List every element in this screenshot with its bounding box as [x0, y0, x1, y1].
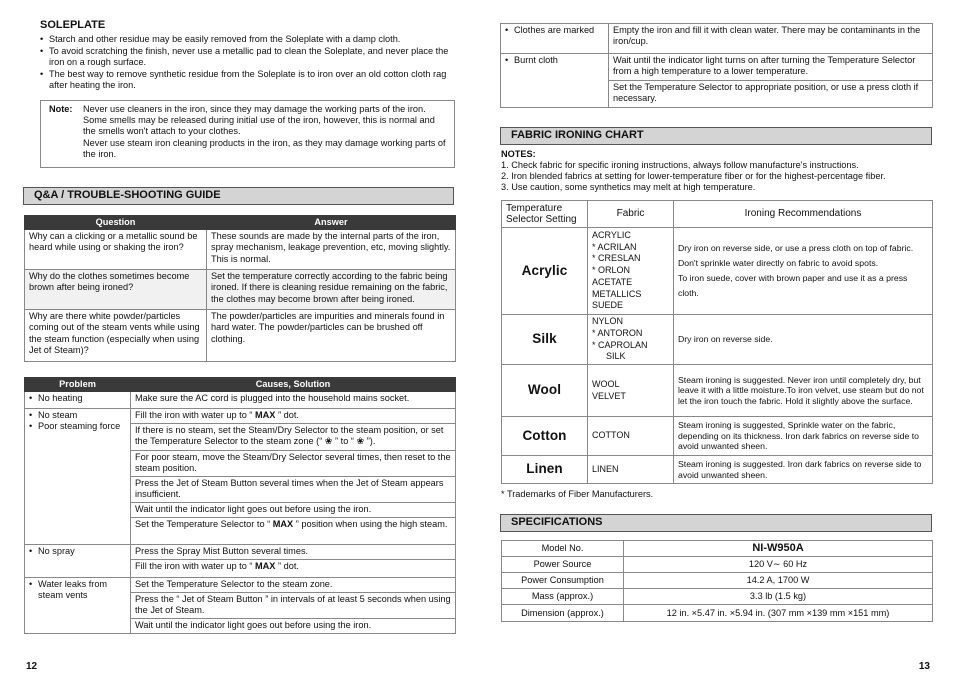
problem-no-steam: • No steam [29, 410, 126, 421]
trademark-note: * Trademarks of Fiber Manufacturers. [501, 489, 654, 499]
fabric-header-setting: Temperature Selector Setting [502, 201, 588, 228]
problem-clothes-marked: • Clothes are marked [505, 25, 604, 36]
problem-no-heating: • No heating [29, 393, 126, 404]
solution: Set the Temperature Selector to the steam zone. [131, 578, 456, 593]
fabric-list: LINEN [588, 456, 674, 484]
bullet-item: • The best way to remove synthetic residue from the Soleplate is to iron over an old cotton cloth rag after heating the iron. [40, 69, 458, 91]
fabric-chart-table [501, 200, 933, 484]
solution: Fill the iron with water up to “ MAX ” dot. [131, 409, 456, 424]
temp-setting-cotton: Cotton [502, 417, 588, 456]
temp-setting-acrylic: Acrylic [502, 228, 588, 315]
solution: For poor steam, move the Steam/Dry Selector several times, then reset to the steam position. [131, 451, 456, 477]
spec-section-header: SPECIFICATIONS [500, 514, 932, 532]
note-line: Some smells may be released during initial use of the iron, however, this is normal and the smells won't attach to your clothes. [83, 115, 435, 137]
ironing-recommendation: Dry iron on reverse side, or use a press cloth on top of fabric. Don't sprinkle water directly on fabric to avoid spots. To iron suede, cover with brown paper and use it as a press cloth. [674, 228, 933, 315]
spec-value: 120 V∼ 60 Hz [624, 557, 933, 573]
notes-heading: NOTES: [501, 149, 536, 159]
solution: Press the “ Jet of Steam Button ” in intervals of at least 5 seconds when using the Jet of Steam. [131, 593, 456, 619]
temp-setting-linen: Linen [502, 456, 588, 484]
fabric-list: COTTON [588, 417, 674, 456]
spec-value: 3.3 lb (1.5 kg) [624, 589, 933, 605]
fabric-list: WOOL VELVET [588, 365, 674, 417]
solution: Set the Temperature Selector to “ MAX ” position when using the high steam. [131, 518, 456, 545]
temp-setting-silk: Silk [502, 315, 588, 365]
ironing-recommendation: Steam ironing is suggested, Sprinkle water on the fabric, depending on its thickness. Iron dark fabrics on reverse side to avoid unwanted sheen. [674, 417, 933, 456]
right-page [477, 0, 954, 691]
solution: Wait until the indicator light turns on after turning the Temperature Selector from a high temperature to a lower temperature. [609, 54, 933, 81]
qa-answer: Set the temperature correctly according to the fabric being ironed. If there is cleaning residue remaining on the fabric, the clothes may become brown after being ironed. [207, 270, 456, 310]
spec-value: 12 in. ×5.47 in. ×5.94 in. (307 mm ×139 mm ×151 mm) [624, 605, 933, 622]
qa-answer: These sounds are made by the internal parts of the iron, spray mechanism, leakage prevention, etc, moving slightly. This is normal. [207, 230, 456, 270]
qa-section-header: Q&A / TROUBLE-SHOOTING GUIDE [23, 187, 454, 205]
spec-value: 14.2 A, 1700 W [624, 573, 933, 589]
note-label: Note: [49, 104, 73, 114]
solution: Fill the iron with water up to “ MAX ” dot. [131, 560, 456, 578]
problem-water-leaks: • Water leaks from steam vents [29, 579, 126, 601]
solution: Press the Jet of Steam Button several times when the Jet of Steam appears insufficient. [131, 477, 456, 503]
bullet-item: • Starch and other residue may be easily removed from the Soleplate with a damp cloth. [40, 34, 458, 45]
causes-header: Causes, Solution [131, 378, 456, 392]
solution: Wait until the indicator light goes out before using the iron. [131, 503, 456, 518]
note-item: 3. Use caution, some synthetics may melt at high temperature. [501, 182, 756, 193]
qa-question: Why are there white powder/particles coming out of the steam vents while using the steam function (especially when using Jet of Steam)? [25, 310, 207, 362]
spec-key: Power Consumption [502, 573, 624, 589]
problem-poor-steaming: • Poor steaming force [29, 421, 126, 432]
solution: Make sure the AC cord is plugged into the household mains socket. [131, 392, 456, 409]
trouble-table-continued [500, 23, 933, 108]
solution: If there is no steam, set the Steam/Dry Selector to the steam position, or set the Temperature Selector to the steam zone (“ ❀ ” to “ ❀ ”). [131, 424, 456, 451]
fabric-list: NYLON * ANTORON * CAPROLAN SILK [588, 315, 674, 365]
qa-table [24, 215, 456, 362]
spec-key: Model No. [502, 541, 624, 557]
bullet-item: • To avoid scratching the finish, never use a metallic pad to clean the Soleplate, and never place the iron on a rough surface. [40, 46, 458, 68]
notes-list [501, 160, 941, 194]
soleplate-bullets [40, 34, 458, 92]
note-line: Never use steam iron cleaning products in the iron, as they may damage working parts of the iron. [83, 137, 446, 159]
qa-question: Why can a clicking or a metallic sound be heard while using or shaking the iron? [25, 230, 207, 270]
qa-header-question: Question [25, 216, 207, 230]
page-number: 12 [26, 661, 38, 672]
specifications-table [501, 540, 933, 622]
temp-setting-wool: Wool [502, 365, 588, 417]
solution: Wait until the indicator light goes out before using the iron. [131, 619, 456, 634]
fabric-section-header: FABRIC IRONING CHART [500, 127, 932, 145]
ironing-recommendation: Steam ironing is suggested. Never iron until completely dry, but leave it with a little moisture.To iron velvet, use steam but do not let the iron touch the fabric. Hold it slightly above the surface. [674, 365, 933, 417]
qa-question: Why do the clothes sometimes become brown after being ironed? [25, 270, 207, 310]
problem-burnt-cloth: • Burnt cloth [505, 55, 604, 66]
note-line: Never use cleaners in the iron, since they may damage the working parts of the iron. [83, 104, 426, 114]
fabric-list: ACRYLIC * ACRILAN * CRESLAN * ORLON ACETATE METALLICS SUEDE [588, 228, 674, 315]
fabric-header-fabric: Fabric [588, 201, 674, 228]
problem-no-spray: • No spray [29, 546, 126, 557]
problem-table [24, 377, 456, 634]
fabric-header-recommendations: Ironing Recommendations [674, 201, 933, 228]
spec-key: Power Source [502, 557, 624, 573]
ironing-recommendation: Dry iron on reverse side. [674, 315, 933, 365]
soleplate-heading: SOLEPLATE [40, 19, 106, 31]
note-item: 1. Check fabric for specific ironing instructions, always follow manufacture's instructions. [501, 160, 859, 170]
qa-header-answer: Answer [207, 216, 456, 230]
spec-model-value: NI-W950A [624, 541, 933, 557]
ironing-recommendation: Steam ironing is suggested. Iron dark fabrics on reverse side to avoid unwanted sheen. [674, 456, 933, 484]
solution: Set the Temperature Selector to appropriate position, or use a press cloth if necessary. [609, 81, 933, 108]
qa-answer: The powder/particles are impurities and minerals found in hard water. The powder/particles can be brushed off clothing. [207, 310, 456, 362]
page-number: 13 [918, 661, 930, 672]
note-box [40, 100, 455, 168]
solution: Press the Spray Mist Button several times. [131, 545, 456, 560]
note-item: 2. Iron blended fabrics at setting for lower-temperature fiber or for the highest-percentage fiber. [501, 171, 886, 182]
spec-key: Dimension (approx.) [502, 605, 624, 622]
solution: Empty the iron and fill it with clean water. There may be contaminants in the iron/cup. [609, 24, 933, 54]
problem-header: Problem [25, 378, 131, 392]
spec-key: Mass (approx.) [502, 589, 624, 605]
